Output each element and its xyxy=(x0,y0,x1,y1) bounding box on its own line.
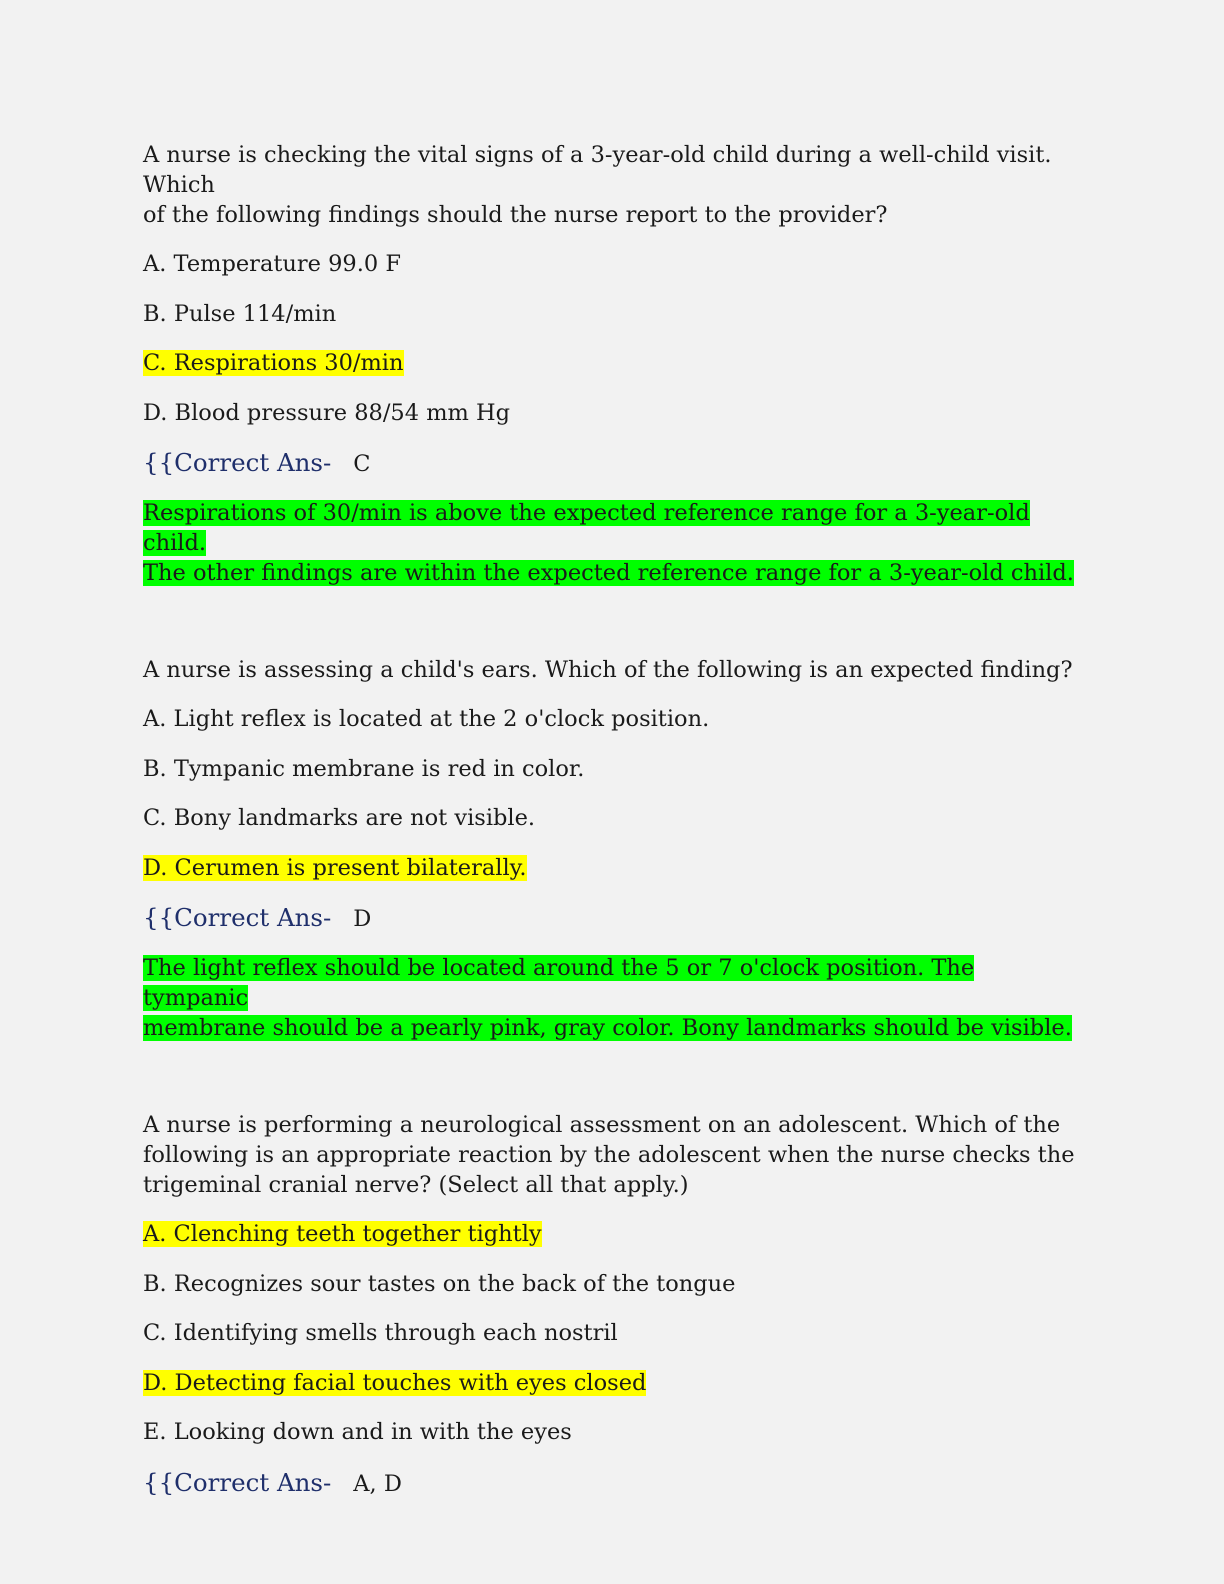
question-1 xyxy=(143,140,1083,588)
option-text: B. Recognizes sour tastes on the back of the tongue xyxy=(143,1270,736,1297)
correct-answer-label: {{Correct Ans- xyxy=(143,448,332,477)
answer-option xyxy=(143,1269,1083,1299)
option-text: D. Cerumen is present bilaterally. xyxy=(143,854,527,881)
answer-option xyxy=(143,249,1083,279)
answer-option-highlighted xyxy=(143,1219,1083,1249)
question-stem xyxy=(143,655,1083,685)
answer-option xyxy=(143,299,1083,329)
option-text: B. Pulse 114/min xyxy=(143,300,337,327)
option-text: C. Respirations 30/min xyxy=(143,350,404,376)
option-text: C. Bony landmarks are not visible. xyxy=(143,805,536,831)
correct-answer-label: {{Correct Ans- xyxy=(143,1467,332,1497)
question-stem-line: A nurse is performing a neurological assessment on an adolescent. Which of the xyxy=(143,1112,1061,1138)
question-stem xyxy=(143,140,1083,230)
rationale-line: Respirations of 30/min is above the expected reference range for a 3-year-old child. xyxy=(143,500,1030,556)
answer-option xyxy=(143,1417,1083,1447)
rationale xyxy=(143,498,1083,588)
answer-option xyxy=(143,1318,1083,1348)
answer-option-highlighted xyxy=(143,853,1083,883)
question-stem-line: of the following findings should the nurse report to the provider? xyxy=(143,202,888,228)
answer-option xyxy=(143,398,1083,428)
answer-option-highlighted xyxy=(143,348,1083,378)
question-stem-line: A nurse is assessing a child's ears. Which of the following is an expected finding? xyxy=(143,657,1073,683)
question-stem-line: following is an appropriate reaction by the adolescent when the nurse checks the xyxy=(143,1142,1075,1168)
answer-option-highlighted xyxy=(143,1368,1083,1398)
question-2 xyxy=(143,655,1083,1043)
option-text: A. Clenching teeth together tightly xyxy=(143,1221,542,1247)
correct-answer-value: C xyxy=(353,451,371,477)
correct-answer xyxy=(143,902,1083,935)
rationale-line: The light reflex should be located around the 5 or 7 o'clock position. The tympanic xyxy=(143,955,975,1011)
answer-option xyxy=(143,704,1083,734)
question-3 xyxy=(143,1110,1083,1500)
rationale-line: membrane should be a pearly pink, gray color. Bony landmarks should be visible. xyxy=(143,1015,1072,1041)
document-page xyxy=(143,140,1083,1518)
correct-answer-value: A, D xyxy=(353,1470,402,1497)
question-stem-line: trigeminal cranial nerve? (Select all that apply.) xyxy=(143,1172,689,1198)
option-text: B. Tympanic membrane is red in color. xyxy=(143,755,585,782)
option-text: A. Light reflex is located at the 2 o'clock position. xyxy=(143,706,710,732)
option-text: D. Detecting facial touches with eyes closed xyxy=(143,1369,647,1396)
rationale xyxy=(143,953,1083,1043)
option-text: A. Temperature 99.0 F xyxy=(143,251,401,277)
question-stem xyxy=(143,1110,1083,1200)
answer-option xyxy=(143,803,1083,833)
correct-answer-value: D xyxy=(353,906,372,932)
correct-answer xyxy=(143,447,1083,480)
correct-answer xyxy=(143,1467,1083,1500)
correct-answer-label: {{Correct Ans- xyxy=(143,903,332,932)
question-stem-line: A nurse is checking the vital signs of a 3-year-old child during a well-child visit. Which xyxy=(143,142,1052,198)
option-text: C. Identifying smells through each nostril xyxy=(143,1320,618,1346)
option-text: E. Looking down and in with the eyes xyxy=(143,1419,572,1445)
answer-option xyxy=(143,754,1083,784)
rationale-line: The other findings are within the expected reference range for a 3-year-old child. xyxy=(143,560,1074,586)
option-text: D. Blood pressure 88/54 mm Hg xyxy=(143,399,511,426)
